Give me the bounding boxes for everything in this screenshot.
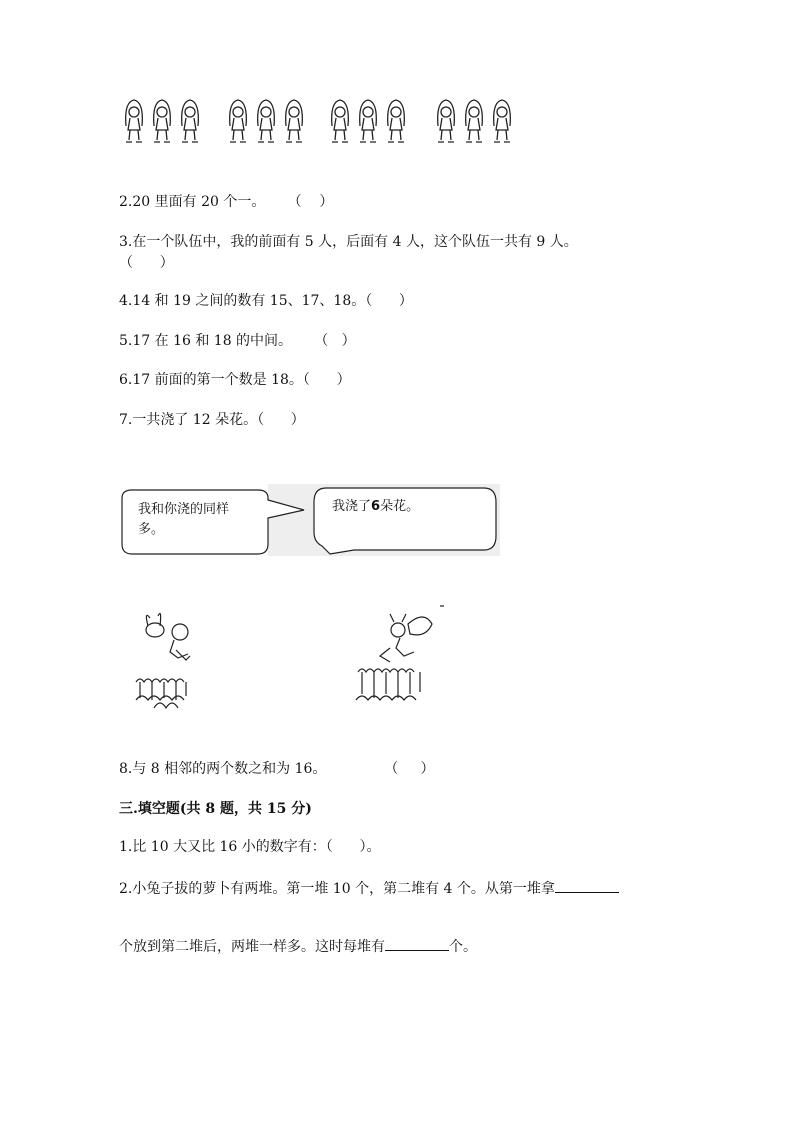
judgement-question-4: 4.14 和 19 之间的数有 15、17、18。（ ） xyxy=(119,293,413,309)
bee-watering-flowers-illustration xyxy=(350,604,446,716)
judgement-question-7: 7.一共浇了 12 朵花。（ ） xyxy=(119,412,305,428)
answer-blank-1[interactable] xyxy=(555,878,619,893)
left-bubble-line-2: 多。 xyxy=(138,522,165,537)
right-bubble-number: 6 xyxy=(371,499,381,514)
fill-question-2-line-1: 2.小兔子拔的萝卜有两堆。第一堆 10 个，第二堆有 4 个。从第一堆拿 xyxy=(119,881,555,897)
speech-bubbles xyxy=(118,484,500,556)
judgement-question-2: 2.20 里面有 20 个一。 （ ） xyxy=(119,194,334,210)
answer-blank-2[interactable] xyxy=(385,936,449,951)
fill-question-2 xyxy=(119,878,619,898)
right-bubble-text xyxy=(332,497,419,517)
judgement-question-3-blank: （ ） xyxy=(119,255,174,271)
judgement-question-6: 6.17 前面的第一个数是 18。（ ） xyxy=(119,372,351,388)
bunny-watering-flowers-illustration xyxy=(130,608,200,716)
judgement-question-5: 5.17 在 16 和 18 的中间。 （ ） xyxy=(119,333,356,349)
left-bubble-text xyxy=(138,500,229,540)
right-bubble-suffix: 朵花。 xyxy=(380,499,420,514)
fill-question-2-line-2a: 个放到第二堆后，两堆一样多。这时每堆有 xyxy=(119,939,385,955)
judgement-question-8: 8.与 8 相邻的两个数之和为 16。 （ ） xyxy=(119,761,435,777)
fill-question-2-continued xyxy=(119,936,477,956)
fill-question-2-line-2b: 个。 xyxy=(449,939,477,955)
section-3-title: 三.填空题(共 8 题，共 15 分) xyxy=(119,801,312,817)
fill-question-1: 1.比 10 大又比 16 小的数字有：（ ）。 xyxy=(119,839,381,855)
judgement-question-3: 3.在一个队伍中，我的前面有 5 人，后面有 4 人，这个队伍一共有 9 人。 xyxy=(119,234,578,250)
right-bubble-prefix: 我浇了 xyxy=(332,499,372,514)
left-bubble-line-1: 我和你浇的同样 xyxy=(138,502,230,517)
jump-rope-children-illustration xyxy=(120,96,520,148)
